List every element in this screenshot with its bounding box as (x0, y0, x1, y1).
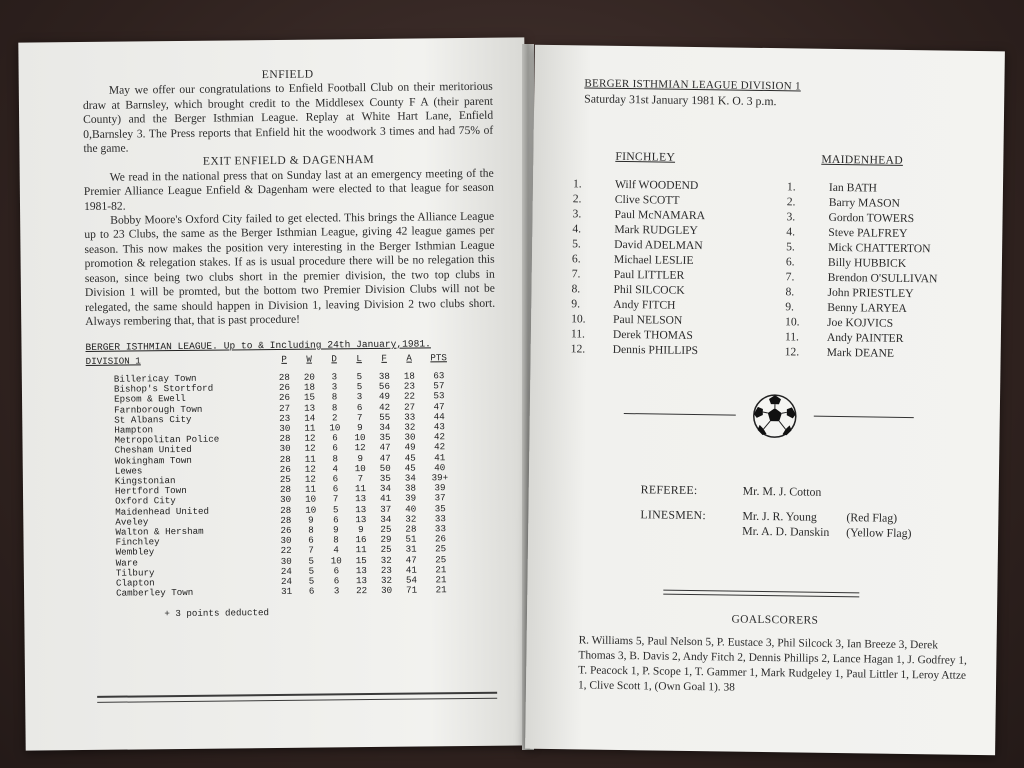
table-cell: 10 (354, 462, 366, 474)
col-header: W (306, 353, 312, 365)
table-cell: 43 (433, 421, 445, 433)
table-cell: 5 (356, 371, 363, 383)
club-name: Clapton (115, 577, 155, 589)
club-name: Camberley Town (116, 587, 194, 599)
table-cell: 33 (434, 523, 446, 535)
league-table-title: BERGER ISTHMIAN LEAGUE. Up to & Including 24th January,1981. (85, 338, 431, 353)
home-team-column (571, 149, 764, 359)
table-cell: 13 (355, 503, 367, 515)
player-name: Clive SCOTT (614, 192, 680, 207)
club-name: Wembley (115, 546, 155, 559)
table-cell: 12 (304, 432, 316, 444)
table-cell: 8 (308, 524, 314, 536)
col-header: L (356, 353, 362, 365)
shirt-number: 5. (572, 237, 581, 251)
table-cell: 5 (308, 555, 315, 567)
table-cell: 13 (355, 564, 367, 577)
table-cell: 12 (304, 473, 316, 485)
table-cell: 4 (333, 544, 339, 556)
table-cell: 3 (333, 585, 340, 597)
table-cell: 30 (280, 555, 292, 567)
linesmen-row (640, 507, 960, 541)
referee-row (641, 482, 961, 501)
club-name: Ware (115, 557, 138, 569)
table-cell: 32 (380, 554, 392, 566)
shirt-number: 8. (785, 285, 795, 299)
table-cell: 63 (433, 370, 445, 382)
table-cell: 45 (404, 462, 416, 474)
table-cell: 9 (357, 422, 363, 434)
shirt-number: 6. (571, 252, 581, 266)
club-name: Metropolitan Police (114, 433, 220, 446)
table-cell: 13 (304, 402, 316, 414)
table-cell: 22 (355, 585, 368, 597)
table-cell: 28 (405, 523, 417, 535)
right-page (525, 45, 1005, 755)
referee-label: REFEREE: (640, 482, 698, 498)
player-row (571, 341, 761, 359)
table-cell: 13 (355, 493, 367, 505)
match-header (584, 75, 984, 112)
table-cell: 16 (355, 534, 367, 546)
club-name: Epsom & Ewell (113, 393, 186, 406)
table-cell: 2 (331, 412, 338, 424)
player-name: Phil SILCOCK (613, 282, 685, 297)
table-cell: 45 (404, 452, 416, 464)
table-cell: 27 (279, 402, 291, 414)
table-cell: 71 (405, 584, 418, 596)
club-name: Oxford City (115, 495, 176, 508)
table-cell: 21 (435, 584, 447, 596)
table-cell: 39+ (431, 472, 449, 484)
table-cell: 47 (379, 442, 391, 454)
table-cell: 30 (280, 535, 292, 547)
player-row (785, 344, 965, 362)
player-name: Michael LESLIE (613, 252, 694, 267)
club-name: Maidenhead United (115, 505, 210, 518)
divider-line (624, 413, 736, 416)
table-cell: 32 (380, 574, 393, 586)
linesman-2-flag: (Yellow Flag) (846, 525, 912, 541)
double-rule (97, 692, 497, 703)
away-player-list (785, 179, 967, 361)
shirt-number: 6. (785, 255, 795, 269)
col-header: A (406, 352, 412, 364)
table-cell: 26 (434, 533, 447, 545)
club-name: Chesham United (114, 444, 192, 457)
player-name: Benny LARYEA (827, 300, 907, 315)
left-page-articles (83, 66, 496, 330)
table-cell: 9 (333, 524, 339, 536)
exit-heading: EXIT ENFIELD & DAGENHAM (202, 153, 375, 169)
table-cell: 5 (308, 575, 315, 587)
table-cell: 8 (331, 391, 338, 403)
table-cell: 21 (435, 564, 447, 576)
table-cell: 7 (308, 545, 314, 557)
league-table (85, 338, 508, 621)
club-name: Lewes (114, 465, 143, 477)
player-name: Steve PALFREY (828, 225, 908, 240)
table-cell: 9 (307, 514, 314, 526)
shirt-number: 9. (785, 300, 795, 314)
table-cell: 39 (405, 492, 417, 505)
table-cell: 6 (333, 575, 340, 587)
player-name: Barry MASON (828, 195, 901, 210)
col-header: PTS (430, 352, 447, 364)
table-cell: 10 (329, 422, 341, 434)
league-table-body (86, 371, 508, 600)
shirt-number: 4. (572, 222, 582, 236)
table-cell: 3 (331, 381, 338, 393)
table-cell: 21 (435, 574, 447, 586)
club-name: Hertford Town (114, 485, 187, 497)
table-cell: 34 (404, 472, 416, 484)
away-team-column (785, 152, 968, 361)
table-cell: 11 (304, 483, 317, 495)
table-cell: 14 (304, 412, 316, 424)
shirt-number: 8. (571, 282, 581, 296)
table-cell: 32 (405, 513, 417, 525)
player-name: Paul NELSON (613, 312, 683, 327)
table-cell: 6 (332, 483, 339, 495)
shirt-number: 5. (786, 240, 795, 254)
table-cell: 9 (357, 452, 363, 464)
table-cell: 5 (356, 381, 363, 393)
table-cell: 28 (279, 453, 291, 465)
table-cell: 25 (435, 553, 447, 565)
table-cell: 55 (379, 411, 391, 423)
table-cell: 47 (379, 452, 391, 464)
double-rule (663, 590, 859, 598)
table-cell: 28 (278, 371, 290, 383)
player-name: Gordon TOWERS (828, 210, 915, 226)
table-cell: 6 (308, 534, 314, 546)
table-cell: 20 (303, 371, 315, 383)
linesman-1-flag: (Red Flag) (846, 510, 898, 525)
table-cell: 30 (279, 422, 291, 434)
table-cell: 42 (433, 431, 446, 443)
table-cell: 28 (280, 514, 292, 526)
table-cell: 35 (379, 472, 391, 484)
table-cell: 28 (280, 504, 292, 516)
club-name: Wokingham Town (114, 454, 192, 467)
table-cell: 26 (278, 382, 291, 394)
referee-name: Mr. M. J. Cotton (742, 483, 822, 499)
shirt-number: 11. (784, 330, 800, 344)
table-cell: 37 (434, 492, 446, 504)
table-cell: 25 (380, 523, 392, 535)
table-cell: 24 (280, 565, 292, 577)
club-name: Finchley (115, 536, 160, 548)
col-header: F (381, 352, 387, 364)
table-cell: 28 (279, 484, 292, 496)
table-cell: 54 (405, 574, 418, 586)
player-name: Andy PAINTER (826, 330, 904, 345)
division-label: DIVISION 1 (85, 355, 141, 367)
table-cell: 25 (380, 544, 392, 556)
club-name: Bishop's Stortford (113, 382, 214, 395)
player-name: David ADELMAN (614, 237, 703, 253)
table-cell: 39 (434, 482, 446, 494)
linesman-2-name: Mr. A. D. Danskin (742, 523, 830, 539)
table-cell: 41 (380, 493, 392, 505)
table-cell: 24 (280, 575, 293, 588)
table-cell: 9 (358, 524, 364, 536)
table-cell: 41 (405, 564, 417, 576)
shirt-number: 1. (786, 180, 796, 194)
goalscorers-list: R. Williams 5, Paul Nelson 5, P. Eustace 3, Phil Silcock 3, Ian Breeze 3, Derek Thomas 3, B. Davis 2, Andy Fitch 2, Dennis Phillips 2, Lance Hagan 1, J. Godfrey 1, T. Peacock 1, P. Scope 1, T. Gammer 1, Mark Rudgeley 1, Paul Littler 1, Leroy Attze 1, Clive Scott 1, (Own Goal 1). 38 (577, 634, 967, 694)
table-cell: 10 (354, 432, 366, 444)
club-name: Hampton (114, 424, 154, 436)
table-cell: 40 (434, 462, 446, 474)
table-cell: 28 (279, 433, 291, 445)
table-cell: 8 (332, 452, 338, 465)
away-team-name: MAIDENHEAD (821, 152, 904, 167)
table-cell: 30 (404, 431, 416, 443)
shirt-number: 7. (571, 267, 581, 281)
table-cell: 38 (378, 370, 390, 382)
table-cell: 15 (303, 391, 316, 404)
table-cell: 23 (380, 564, 392, 576)
shirt-number: 1. (572, 177, 582, 191)
exit-paragraph-1: We read in the national press that on Sunday last at an emergency meeting of the Premier Alliance League Enfield & Dagenham were elected to that league for season 1981-82. (83, 166, 494, 213)
table-cell: 41 (434, 451, 446, 463)
league-table-header (86, 352, 506, 367)
table-cell: 30 (279, 443, 291, 455)
shirt-number: 2. (786, 195, 796, 209)
player-name: Derek THOMAS (612, 327, 693, 342)
table-cell: 27 (404, 401, 416, 413)
shirt-number: 2. (572, 192, 582, 206)
table-cell: 42 (379, 401, 391, 413)
table-cell: 40 (405, 503, 417, 515)
table-cell: 23 (403, 380, 415, 392)
table-cell: 56 (378, 380, 391, 393)
table-cell: 11 (304, 422, 316, 434)
table-cell: 7 (332, 493, 339, 505)
table-cell: 30 (280, 494, 292, 506)
match-title: BERGER ISTHMIAN LEAGUE DIVISION 1 (584, 77, 801, 93)
club-name: Tilbury (115, 567, 155, 579)
table-cell: 11 (355, 544, 367, 556)
table-cell: 6 (332, 514, 339, 526)
table-cell: 34 (379, 421, 391, 433)
football-icon (751, 393, 798, 440)
shirt-number: 3. (786, 210, 796, 224)
table-cell: 30 (380, 585, 393, 597)
player-name: Billy HUBBICK (827, 255, 907, 270)
table-cell: 57 (433, 380, 445, 392)
table-cell: 3 (356, 391, 363, 403)
table-cell: 10 (330, 554, 342, 567)
table-cell: 22 (403, 390, 416, 403)
player-name: Wilf WOODEND (614, 177, 699, 193)
table-cell: 12 (304, 443, 316, 455)
team-sheets (570, 149, 953, 360)
table-cell: 4 (332, 463, 339, 475)
table-cell: 34 (379, 483, 392, 495)
player-name: Dennis PHILLIPS (612, 342, 699, 358)
table-cell: 6 (356, 401, 363, 413)
table-cell: 12 (304, 463, 316, 475)
table-cell: 49 (404, 441, 416, 454)
table-cell: 13 (355, 575, 368, 587)
table-cell: 5 (308, 565, 315, 577)
table-cell: 47 (405, 554, 417, 566)
table-cell: 32 (404, 421, 416, 433)
club-name: Kingstonian (114, 475, 176, 487)
table-cell: 10 (305, 494, 317, 506)
table-cell: 33 (404, 411, 416, 423)
player-name: Brendon O'SULLIVAN (827, 270, 938, 286)
club-name: Billericay Town (113, 372, 197, 385)
match-officials (640, 482, 961, 551)
table-cell: 47 (433, 400, 445, 412)
club-name: Farnborough Town (114, 403, 203, 416)
linesmen-label: LINESMEN: (640, 507, 707, 523)
table-cell: 6 (308, 585, 315, 597)
table-cell: 12 (354, 442, 366, 454)
table-cell: 42 (433, 441, 446, 453)
shirt-number: 9. (571, 297, 581, 311)
player-name: John PRIESTLEY (827, 285, 914, 301)
table-cell: 11 (304, 453, 316, 465)
table-cell: 33 (434, 513, 446, 525)
table-cell: 37 (380, 503, 392, 515)
table-cell: 6 (333, 565, 340, 577)
col-header: D (331, 353, 337, 365)
table-cell: 18 (403, 370, 415, 382)
table-cell: 3 (331, 371, 338, 383)
club-name: St Albans City (114, 413, 192, 426)
player-name: Andy FITCH (613, 297, 676, 312)
shirt-number: 10. (571, 312, 586, 326)
enfield-heading: ENFIELD (261, 67, 314, 82)
table-cell: 6 (332, 442, 338, 454)
table-cell: 53 (433, 390, 445, 402)
col-header: P (281, 353, 287, 365)
exit-paragraph-2: Bobby Moore's Oxford City failed to get elected. This brings the Alliance League up to 23 Clubs, the same as the Berger Isthmian League, giving 42 league games per season. This now makes the position very interesting in the Berger Isthmian League promotion & relegation stakes. If as is usual procedure there will be no relegation this season, since being two clubs short in the premier division, the two top clubs in Division 1 will be promted, but the bottom two Premier Division Clubs will not be relegated, the same should happen in Division 1, leaving Division 2 two clubs short. Always rembering that, that is past procedure! (84, 209, 496, 328)
shirt-number: 10. (785, 315, 800, 329)
points-deducted-note: + 3 points deducted (164, 607, 270, 620)
table-cell: 35 (434, 502, 446, 514)
match-date: Saturday 31st January 1981 K. O. 3 p.m. (584, 91, 777, 109)
shirt-number: 3. (572, 207, 582, 221)
table-cell: 6 (332, 432, 338, 444)
table-cell: 15 (355, 554, 367, 566)
player-name: Paul McNAMARA (614, 207, 706, 223)
club-name: Walton & Hersham (115, 525, 204, 538)
home-team-name: FINCHLEY (615, 149, 676, 164)
table-cell: 10 (305, 504, 317, 516)
table-cell: 29 (380, 534, 392, 546)
shirt-number: 12. (570, 342, 586, 356)
table-cell: 34 (380, 513, 392, 525)
table-cell: 11 (354, 483, 367, 495)
table-cell: 25 (435, 543, 447, 555)
player-name: Mark RUDGLEY (614, 222, 698, 238)
player-name: Mark DEANE (826, 345, 895, 360)
left-page (18, 37, 531, 750)
shirt-number: 7. (785, 270, 795, 284)
player-name: Ian BATH (828, 180, 878, 195)
table-cell: 26 (280, 524, 292, 536)
table-cell: 22 (280, 545, 292, 557)
table-cell: 6 (332, 473, 339, 485)
player-name: Paul LITTLER (613, 267, 685, 282)
table-cell: 23 (279, 412, 291, 424)
table-cell: 44 (433, 411, 445, 423)
linesman-1-name: Mr. J. R. Young (742, 508, 817, 524)
table-cell: 50 (379, 462, 391, 474)
table-cell: 8 (333, 534, 339, 546)
table-cell: 51 (405, 533, 417, 545)
club-name: Aveley (115, 516, 149, 528)
enfield-paragraph: May we offer our congratulations to Enfield Football Club on their meritorious draw at Barnsley, which brought credit to the Middlesex County F A (their parent County) and the Berger Isthmian League. Replay at White Hart Lane, Enfield 0,Barnsley 3. The Press reports that Enfield hit the woodwork 3 times and had 75% of the game. (82, 80, 494, 156)
shirt-number: 4. (786, 225, 796, 239)
table-cell: 18 (303, 381, 316, 393)
goalscorers-section (578, 610, 971, 698)
player-name: Joe KOJVICS (826, 315, 894, 330)
table-cell: 31 (405, 543, 417, 556)
table-cell: 26 (278, 392, 291, 404)
table-row (88, 585, 508, 600)
table-cell: 25 (279, 473, 291, 485)
table-cell: 8 (331, 401, 338, 414)
home-player-list (571, 176, 763, 359)
table-cell: 5 (332, 503, 339, 516)
table-cell: 35 (379, 432, 391, 444)
table-cell: 7 (356, 411, 363, 423)
divider-line (814, 416, 914, 418)
table-cell: 49 (378, 391, 391, 403)
football-divider (623, 391, 924, 441)
shirt-number: 12. (784, 345, 800, 359)
shirt-number: 11. (570, 327, 586, 341)
table-cell: 7 (357, 473, 364, 485)
player-name: Mick CHATTERTON (828, 240, 931, 256)
table-cell: 31 (280, 586, 293, 598)
table-cell: 26 (279, 463, 291, 475)
table-cell: 13 (355, 513, 367, 526)
goalscorers-heading: GOALSCORERS (731, 613, 819, 627)
table-cell: 38 (404, 482, 417, 494)
